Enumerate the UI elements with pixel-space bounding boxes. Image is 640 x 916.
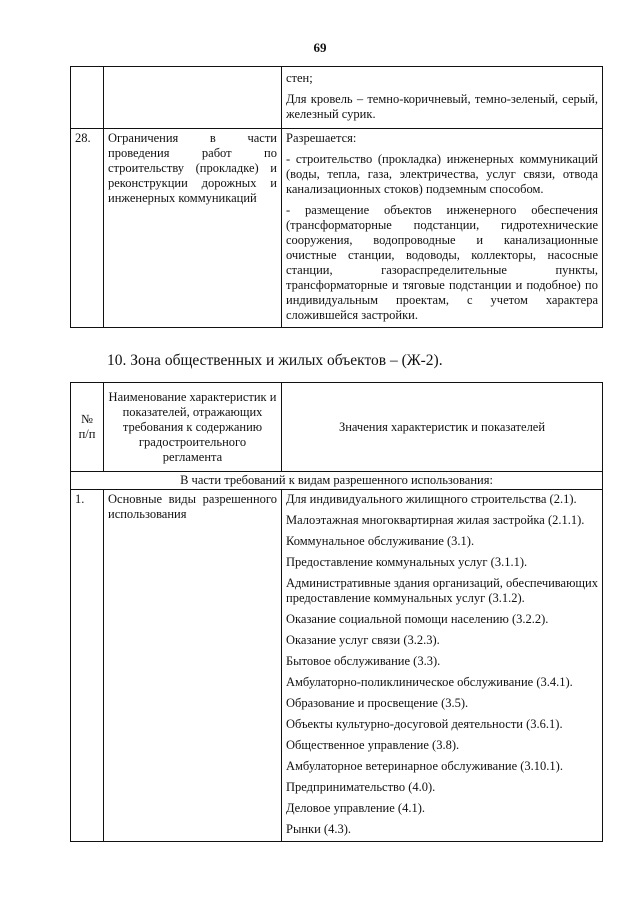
paragraph: Для кровель – темно-коричневый, темно-зеленый, серый, железный сурик. [286,92,598,121]
list-item: Для индивидуального жилищного строительства (2.1). [286,492,577,506]
row-value-cell [282,490,603,842]
paragraph: - строительство (прокладка) инженерных коммуникаций (воды, тепла, газа, электричества, услуг связи, отвода канализационных стоков) подземным способом. [286,152,598,196]
list-item: Предпринимательство (4.0). [286,780,436,794]
paragraph: - размещение объектов инженерного обеспечения (трансформаторные подстанции, гидротехнические сооружения, водопроводные и канализационные очистные станции, водоводы, коллекторы, насосные станции, газораспределительные пункты, трансформаторные и тяговые подстанции и подобное) по индивидуальным проектам, с учетом характера сложившейся застройки. [286,203,598,322]
section-heading: 10. Зона общественных и жилых объектов – (Ж-2). [107,352,443,369]
row-number-cell: 28. [71,129,104,328]
table-row [71,129,603,328]
list-item: Малоэтажная многоквартирная жилая застройка (2.1.1). [286,513,585,527]
list-item: Предоставление коммунальных услуг (3.1.1). [286,555,528,569]
list-item: Административные здания организаций, обеспечивающих предоставление коммунальных услуг (3.1.2). [286,576,598,605]
paragraph: стен; [286,71,313,85]
list-item: Общественное управление (3.8). [286,738,460,752]
span-row-cell: В части требований к видам разрешенного использования: [71,472,603,490]
header-name-cell: Наименование характеристик и показателей, отражающих требования к содержанию градостроительного регламента [104,383,282,472]
list-item: Рынки (4.3). [286,822,352,836]
list-item: Деловое управление (4.1). [286,801,425,815]
top-table [70,66,603,328]
list-item: Амбулаторное ветеринарное обслуживание (3.10.1). [286,759,563,773]
row-value-cell [282,67,603,129]
row-number-cell: 1. [71,490,104,842]
row-name-cell: Ограничения в части проведения работ по строительству (прокладке) и реконструкции дорожных и инженерных коммуникаций [104,129,282,328]
paragraph: Разрешается: [286,131,357,145]
list-item: Оказание услуг связи (3.2.3). [286,633,440,647]
list-item: Оказание социальной помощи населению (3.2.2). [286,612,549,626]
table-row [71,67,603,129]
main-table [70,382,603,842]
header-number-cell: № п/п [71,383,104,472]
header-value-cell: Значения характеристик и показателей [282,383,603,472]
list-item: Объекты культурно-досуговой деятельности (3.6.1). [286,717,563,731]
row-number-cell [71,67,104,129]
list-item: Амбулаторно-поликлиническое обслуживание (3.4.1). [286,675,573,689]
list-item: Образование и просвещение (3.5). [286,696,469,710]
row-name-cell: Основные виды разрешенного использования [104,490,282,842]
list-item: Коммунальное обслуживание (3.1). [286,534,475,548]
table-span-row [71,472,603,490]
page-number: 69 [313,40,327,55]
row-value-cell [282,129,603,328]
table-header-row [71,383,603,472]
list-item: Бытовое обслуживание (3.3). [286,654,441,668]
row-name-cell [104,67,282,129]
table-row [71,490,603,842]
